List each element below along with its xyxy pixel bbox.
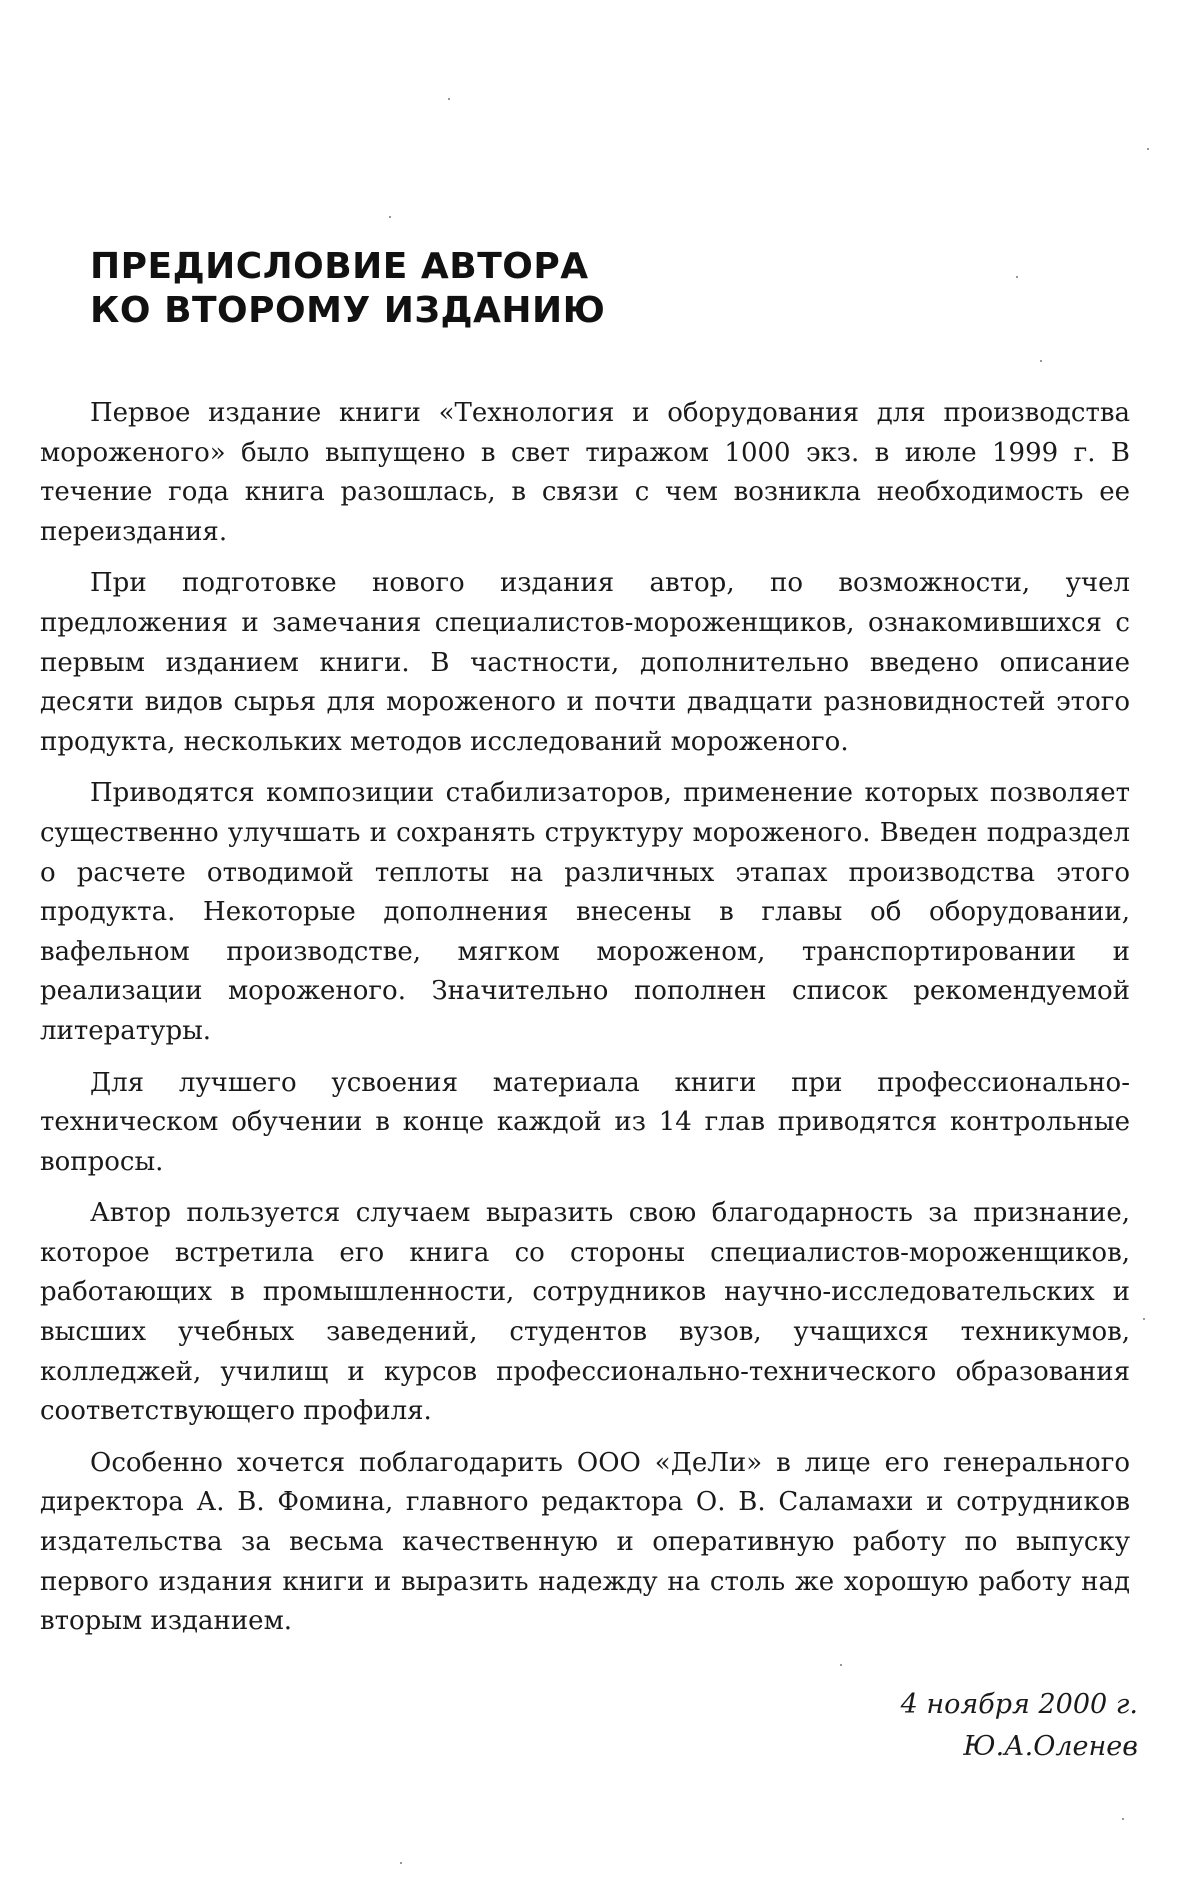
signature-date: 4 ноября 2000 г. xyxy=(900,1689,1138,1720)
paragraph: Приводятся композиции стабилизаторов, применение которых позволяет существенно улучшать и сохранять структуру мороженого. Введен подраздел о расчете отводимой теплоты на различных этапах производства этого продукта. Некоторые дополнения внесены в главы об оборудовании, вафельном производстве, мягком мороженом, транспортировании и реализации мороженого. Значительно пополнен список рекомендуемой литературы. xyxy=(40,778,1130,1046)
paragraph: При подготовке нового издания автор, по возможности, учел предложения и замечания специалистов-мороженщиков, ознакомившихся с первым изданием книги. В частности, дополнительно введено описание десяти видов сырья для мороженого и почти двадцати разновидностей этого продукта, нескольких методов исследований мороженого. xyxy=(40,568,1130,757)
scan-speck xyxy=(389,216,391,218)
scan-speck xyxy=(1147,148,1149,150)
signature-block xyxy=(638,1684,1138,1768)
title-line-1: ПРЕДИСЛОВИЕ АВТОРА xyxy=(90,246,589,287)
preface-body xyxy=(40,394,1130,1654)
scan-speck xyxy=(1040,360,1042,362)
paragraph: Автор пользуется случаем выразить свою благодарность за признание, которое встретила его книга со стороны специалистов-мороженщиков, работающих в промышленности, сотрудников научно-исследовательских и высших учебных заведений, студентов вузов, учащихся техникумов, колледжей, училищ и курсов профессионально-технического образования соответствующего профиля. xyxy=(40,1198,1130,1427)
scan-speck xyxy=(1016,276,1018,278)
scan-speck xyxy=(1122,1818,1124,1820)
scan-speck xyxy=(448,98,450,100)
scan-speck xyxy=(1143,1318,1145,1320)
paragraph: Первое издание книги «Технология и оборудования для производства мороженого» было выпущено в свет тиражом 1000 экз. в июле 1999 г. В течение года книга разошлась, в связи с чем возникла необходимость ее переиздания. xyxy=(40,398,1130,547)
title-line-2: КО ВТОРОМУ ИЗДАНИЮ xyxy=(90,290,606,331)
page-title xyxy=(90,245,990,333)
scan-speck xyxy=(400,1862,402,1864)
paragraph: Особенно хочется поблагодарить ООО «ДеЛи» в лице его генерального директора А. В. Фомина, главного редактора О. В. Саламахи и сотрудников издательства за весьма качественную и оперативную работу по выпуску первого издания книги и выразить надежду на столь же хорошую работу над вторым изданием. xyxy=(40,1447,1130,1637)
signature-author: Ю.А.Оленев xyxy=(963,1731,1138,1762)
paragraph: Для лучшего усвоения материала книги при профессионально-техническом обучении в конце каждой из 14 глав приводятся контрольные вопросы. xyxy=(40,1067,1130,1177)
scan-speck xyxy=(840,1664,842,1666)
